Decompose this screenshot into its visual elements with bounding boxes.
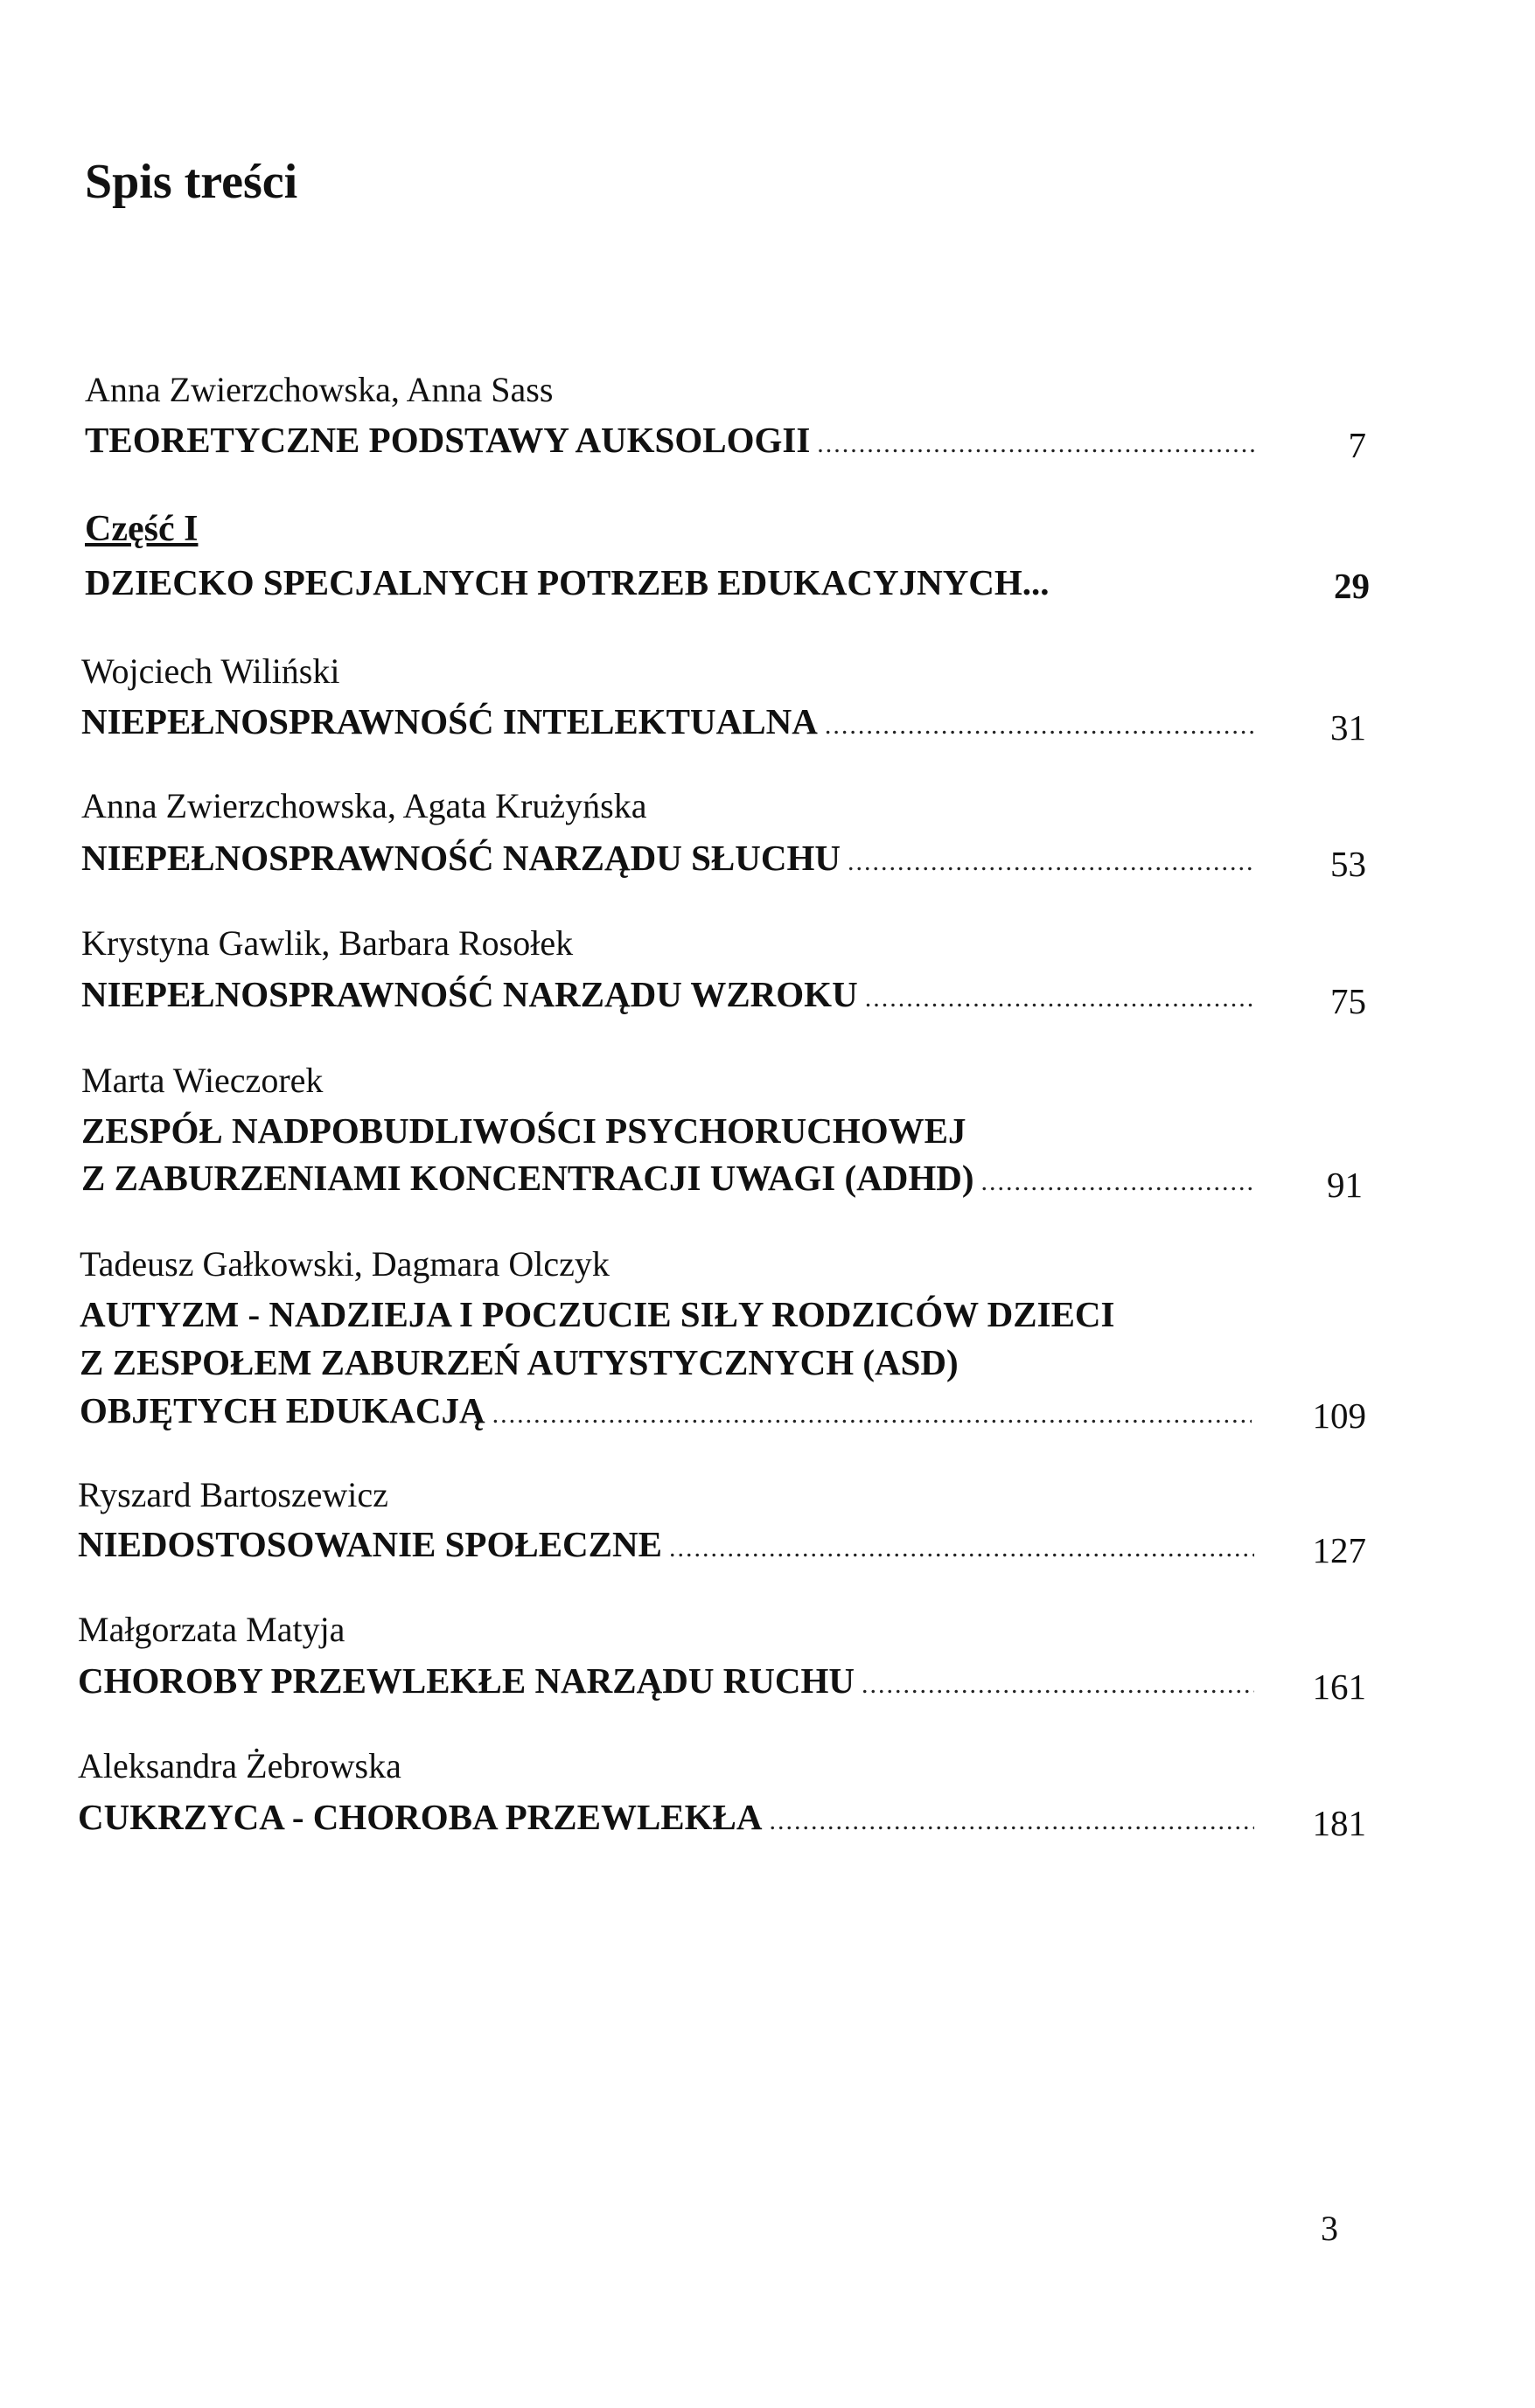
page-title: Spis treści [85, 155, 298, 209]
entry-title: NIEDOSTOSOWANIE SPOŁECZNE ..... [78, 1522, 1254, 1570]
leader-dots [865, 977, 1253, 1020]
leader-dots [669, 1527, 1254, 1570]
leader-dots [825, 704, 1253, 748]
part-label: Część I [85, 509, 199, 549]
entry-title: NIEPEŁNOSPRAWNOŚĆ NARZĄDU SŁUCHU ..... [81, 836, 1253, 884]
entry-page-number: 53 [1330, 844, 1366, 884]
entry-author: Ryszard Bartoszewicz [78, 1475, 388, 1514]
entry-title: Z ZABURZENIAMI KONCENTRACJI UWAGI (ADHD) ..... [81, 1156, 1253, 1204]
entry-author: Marta Wieczorek [81, 1061, 324, 1100]
entry-page-number: 127 [1312, 1530, 1366, 1570]
entry-author: Aleksandra Żebrowska [78, 1746, 401, 1785]
entry-title: Z ZESPOŁEM ZABURZEŃ AUTYSTYCZNYCH (ASD) [80, 1342, 959, 1382]
leader-dots [492, 1393, 1252, 1437]
entry-page-number: 91 [1327, 1165, 1363, 1205]
entry-page-number: 31 [1330, 707, 1366, 748]
entry-page-number: 109 [1312, 1395, 1366, 1436]
entry-author: Tadeusz Gałkowski, Dagmara Olczyk [80, 1244, 610, 1284]
leader-dots [770, 1799, 1254, 1843]
entry-page-number: 181 [1312, 1803, 1366, 1843]
leader-dots [817, 422, 1257, 466]
leader-dots [981, 1160, 1253, 1204]
entry-author: Anna Zwierzchowska, Agata Krużyńska [81, 786, 647, 825]
entry-page-number: 7 [1348, 425, 1366, 465]
entry-page-number: 161 [1312, 1667, 1366, 1707]
entry-page-number: 29 [1334, 566, 1370, 606]
entry-title: CUKRZYCA - CHOROBA PRZEWLEKŁA ..... [78, 1795, 1254, 1843]
entry-author: Anna Zwierzchowska, Anna Sass [85, 370, 554, 409]
entry-author: Małgorzata Matyja [78, 1610, 345, 1649]
entry-title: NIEPEŁNOSPRAWNOŚĆ INTELEKTUALNA ..... [81, 699, 1253, 748]
leader-dots [848, 840, 1253, 884]
entry-title: CHOROBY PRZEWLEKŁE NARZĄDU RUCHU ..... [78, 1659, 1254, 1707]
page-number-footer: 3 [1321, 2209, 1338, 2248]
entry-author: Krystyna Gawlik, Barbara Rosołek [81, 923, 574, 963]
leader-dots [862, 1663, 1254, 1707]
entry-title: DZIECKO SPECJALNYCH POTRZEB EDUKACYJNYCH... [85, 562, 1050, 602]
entry-title: AUTYZM - NADZIEJA I POCZUCIE SIŁY RODZICÓW DZIECI [80, 1294, 1115, 1334]
entry-title: OBJĘTYCH EDUKACJĄ ..... [80, 1388, 1252, 1437]
entry-author: Wojciech Wiliński [81, 651, 340, 691]
entry-page-number: 75 [1330, 981, 1366, 1021]
entry-title: TEORETYCZNE PODSTAWY AUKSOLOGII ..... [85, 418, 1257, 466]
entry-title: ZESPÓŁ NADPOBUDLIWOŚCI PSYCHORUCHOWEJ [81, 1110, 966, 1151]
entry-title: NIEPEŁNOSPRAWNOŚĆ NARZĄDU WZROKU ..... [81, 972, 1253, 1020]
